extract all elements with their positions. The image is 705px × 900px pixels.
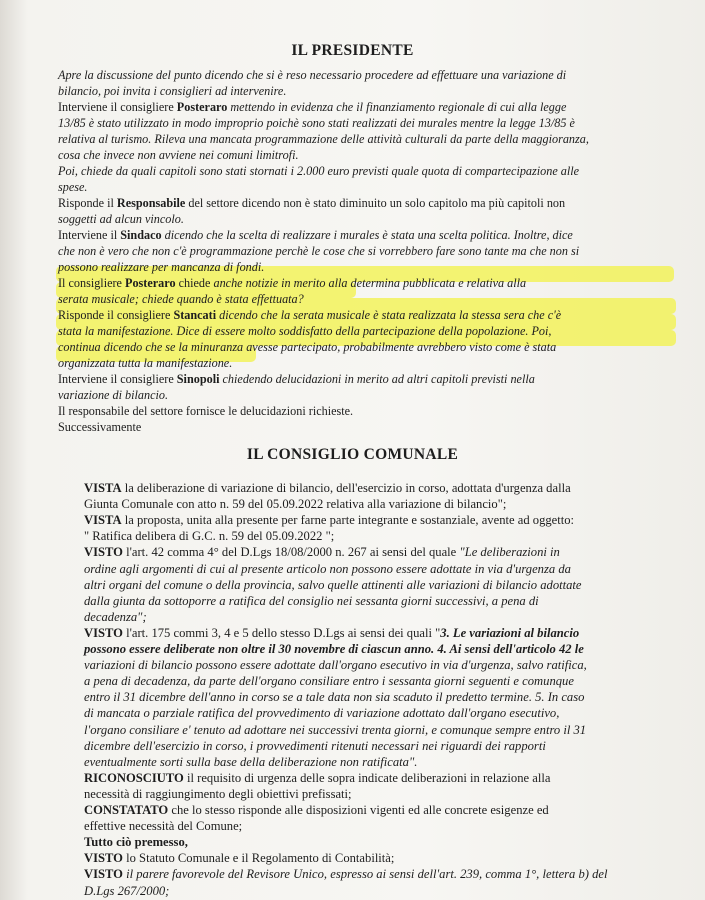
text-run: Successivamente: [58, 420, 142, 434]
text-line: [58, 197, 565, 209]
text-run: chiede: [175, 276, 214, 290]
text-line: [58, 133, 589, 145]
text-run: Il responsabile del settore fornisce le delucidazioni richieste.: [58, 404, 354, 418]
text-run: VISTO: [84, 545, 123, 560]
text-run: entro il 31 dicembre dell'anno in corso se a tale data non sia scaduto il predetto termine. 5. In caso: [84, 690, 585, 705]
text-run: Posteraro: [125, 276, 176, 290]
text-line: [58, 117, 575, 129]
text-run: Responsabile: [116, 196, 186, 210]
text-line: [58, 389, 168, 401]
text-line: [84, 804, 549, 817]
text-line: [84, 611, 147, 624]
text-run: del settore dicendo non è stato diminuito un solo capitolo ma più capitoli non: [185, 196, 566, 210]
text-run: Tutto ciò premesso,: [84, 835, 188, 850]
text-line: [58, 309, 561, 321]
text-line: [58, 405, 353, 417]
text-run: il requisito di urgenza delle sopra indicate deliberazioni in relazione alla: [183, 770, 551, 785]
text-run: Stancati: [173, 308, 217, 322]
text-line: [58, 69, 566, 81]
text-line: [58, 229, 573, 241]
text-line: [84, 707, 559, 720]
text-line: [84, 482, 571, 495]
text-run: bilancio, poi invita i consiglieri ad intervenire.: [58, 84, 287, 98]
section-title-presidente: IL PRESIDENTE: [291, 42, 414, 59]
text-run: 3. Le variazioni al bilancio: [440, 625, 580, 640]
text-run: la deliberazione di variazione di bilancio, dell'esercizio in corso, adottata d'urgenza dalla: [121, 481, 571, 495]
text-run: dalla giunta da sottoporre a ratifica del consiglio nei sessanta giorni successivi, a pena di: [84, 593, 539, 608]
text-run: anche notizie in merito alla determina pubblicata e relativa alla: [213, 276, 527, 290]
text-line: [58, 261, 264, 273]
text-line: [58, 101, 566, 113]
text-run: Poi, chiede da quali capitoli sono stati stornati i 2.000 euro previsti quale quota di compartecipazione alle: [58, 164, 580, 178]
text-line: [58, 213, 184, 225]
text-line: [84, 546, 560, 559]
text-line: [84, 852, 394, 865]
text-line: [84, 885, 169, 898]
text-run: Il consigliere: [58, 276, 126, 290]
text-run: effettive necessità del Comune;: [84, 819, 243, 834]
text-run: che lo stesso risponde alle disposizioni vigenti ed alle concrete esigenze ed: [168, 803, 549, 817]
text-line: [84, 724, 586, 737]
text-line: [84, 514, 574, 527]
text-run: VISTA: [84, 513, 122, 528]
text-line: [84, 820, 242, 833]
text-run: di mancata o parziale ratifica del provvedimento di variazione adottato dall'organo esecutivo,: [84, 706, 560, 721]
text-line: [58, 293, 304, 305]
text-line: [84, 691, 584, 704]
text-run: lo Statuto Comunale e il Regolamento di Contabilità;: [122, 851, 395, 866]
text-run: spese.: [58, 180, 88, 194]
text-run: Risponde il consigliere: [58, 308, 174, 322]
text-run: serata musicale; chiede quando è stata effettuata?: [58, 292, 304, 306]
text-line: [58, 85, 286, 97]
text-run: D.Lgs 267/2000;: [84, 883, 170, 898]
text-line: [84, 756, 417, 769]
text-run: continua dicendo che se la minuranza avesse partecipato, probabilmente avrebbero visto come è stata: [58, 340, 557, 354]
text-line: [84, 579, 582, 592]
text-line: [84, 788, 352, 801]
text-run: Sindaco: [120, 228, 162, 242]
text-run: relativa al turismo. Rileva una mancata programmazione delle attività culturali da parte della maggioranza,: [58, 132, 589, 146]
text-line: [84, 627, 579, 640]
text-run: chiedendo delucidazioni in merito ad altri capitoli previsti nella: [219, 372, 535, 386]
text-run: "Le deliberazioni in: [459, 545, 560, 560]
text-line: [58, 245, 579, 257]
text-line: [58, 181, 87, 193]
text-run: la proposta, unita alla presente per farne parte integrante e sostanziale, avente ad oggetto:: [121, 513, 575, 528]
text-run: RICONOSCIUTO: [84, 770, 184, 785]
text-run: necessità di raggiungimento degli obiettivi prefissati;: [84, 786, 352, 801]
text-line: [84, 595, 539, 608]
text-run: 13/85 è stato utilizzato in modo improprio poichè sono stati realizzati dei murales mentre la legge 13/85 è: [58, 116, 575, 130]
text-run: dicendo che la serata musicale è stata realizzata la stessa sera che c'è: [216, 308, 562, 322]
text-run: variazione di bilancio.: [58, 388, 169, 402]
text-run: l'art. 175 commi 3, 4 e 5 dello stesso D.Lgs ai sensi dei quali ": [122, 625, 441, 640]
text-line: [84, 530, 334, 543]
text-run: variazioni di bilancio possono essere adottate dall'organo esecutivo in via d'urgenza, salvo ratifica,: [84, 658, 587, 673]
text-run: Sinopoli: [176, 372, 220, 386]
text-line: [58, 421, 141, 433]
text-line: [58, 373, 535, 385]
text-line: [84, 772, 550, 785]
text-run: l'art. 42 comma 4° del D.Lgs 18/08/2000 n. 267 ai sensi del quale: [122, 545, 460, 560]
text-line: [84, 498, 506, 511]
text-line: [58, 277, 526, 289]
text-run: Apre la discussione del punto dicendo che si è reso necessario procedere ad effettuare una variazione di: [58, 68, 567, 82]
text-run: eventualmente sorti sulla base della deliberazione non ratificata".: [84, 754, 418, 769]
text-line: [58, 165, 579, 177]
text-run: Interviene il consigliere: [58, 100, 177, 114]
text-run: VISTO: [84, 625, 123, 640]
text-run: Interviene il: [58, 228, 121, 242]
text-line: [84, 675, 574, 688]
text-run: soggetti ad alcun vincolo.: [58, 212, 184, 226]
text-run: dicembre dell'esercizio in corso, i provvedimenti ritenuti necessari nei riguardi dei rapporti: [84, 738, 546, 753]
text-run: VISTO: [84, 867, 123, 882]
text-run: l'organo consiliare e' tenuto ad adottare nei successivi trenta giorni, e comunque sempre entro il 31: [84, 722, 587, 737]
text-run: altri organi del comune o della provincia, salvo quelle attinenti alle variazioni di bilancio adottate: [84, 577, 582, 592]
text-run: Risponde il: [58, 196, 117, 210]
section-title-consiglio: IL CONSIGLIO COMUNALE: [246, 446, 459, 463]
text-run: ordine agli argomenti di cui al presente articolo non possono essere adottate in via d'urgenza da: [84, 561, 571, 576]
text-line: [84, 563, 571, 576]
text-run: CONSTATATO: [84, 803, 169, 817]
text-run: mettendo in evidenza che il finanziamento regionale di cui alla legge: [227, 100, 567, 114]
text-run: a pena di decadenza, da parte dell'organo consiliare entro i sessanta giorni seguenti e comunque: [84, 674, 574, 689]
text-line: [84, 836, 188, 849]
text-run: decadenza";: [84, 609, 147, 624]
text-run: Giunta Comunale con atto n. 59 del 05.09.2022 relativa alla variazione di bilancio";: [84, 497, 507, 512]
text-run: stata la manifestazione. Dice di essere molto soddisfatto della partecipazione della popolazione. Poi,: [58, 324, 552, 338]
text-run: possono essere deliberate non oltre il 30 novembre di ciascun anno. 4. Ai sensi dell'articolo 42 le: [84, 642, 584, 656]
text-run: possono realizzare per mancanza di fondi.: [58, 260, 265, 274]
text-run: VISTO: [84, 851, 123, 866]
text-run: il parere favorevole del Revisore Unico, espresso ai sensi dell'art. 239, comma 1°, lettera b) del: [122, 867, 608, 882]
text-run: cosa che invece non avviene nei comuni limitrofi.: [58, 148, 299, 162]
text-run: Interviene il consigliere: [58, 372, 177, 386]
text-run: organizzata tutta la manifestazione.: [58, 356, 233, 370]
text-run: " Ratifica delibera di G.C. n. 59 del 05.09.2022 ";: [84, 529, 335, 544]
text-line: [84, 643, 584, 656]
text-line: [84, 740, 546, 753]
text-run: Posteraro: [176, 100, 228, 114]
text-line: [84, 868, 608, 881]
text-line: [58, 357, 232, 369]
text-run: dicendo che la scelta di realizzare i murales è stata una scelta politica. Inoltre, dice: [161, 228, 573, 242]
text-run: che non è vero che non c'è programmazione perchè le cose che si vorrebbero fare sono tante ma che non si: [58, 244, 580, 258]
text-line: [84, 659, 587, 672]
text-run: VISTA: [84, 481, 122, 495]
text-line: [58, 341, 556, 353]
text-line: [58, 149, 299, 161]
text-line: [58, 325, 551, 337]
